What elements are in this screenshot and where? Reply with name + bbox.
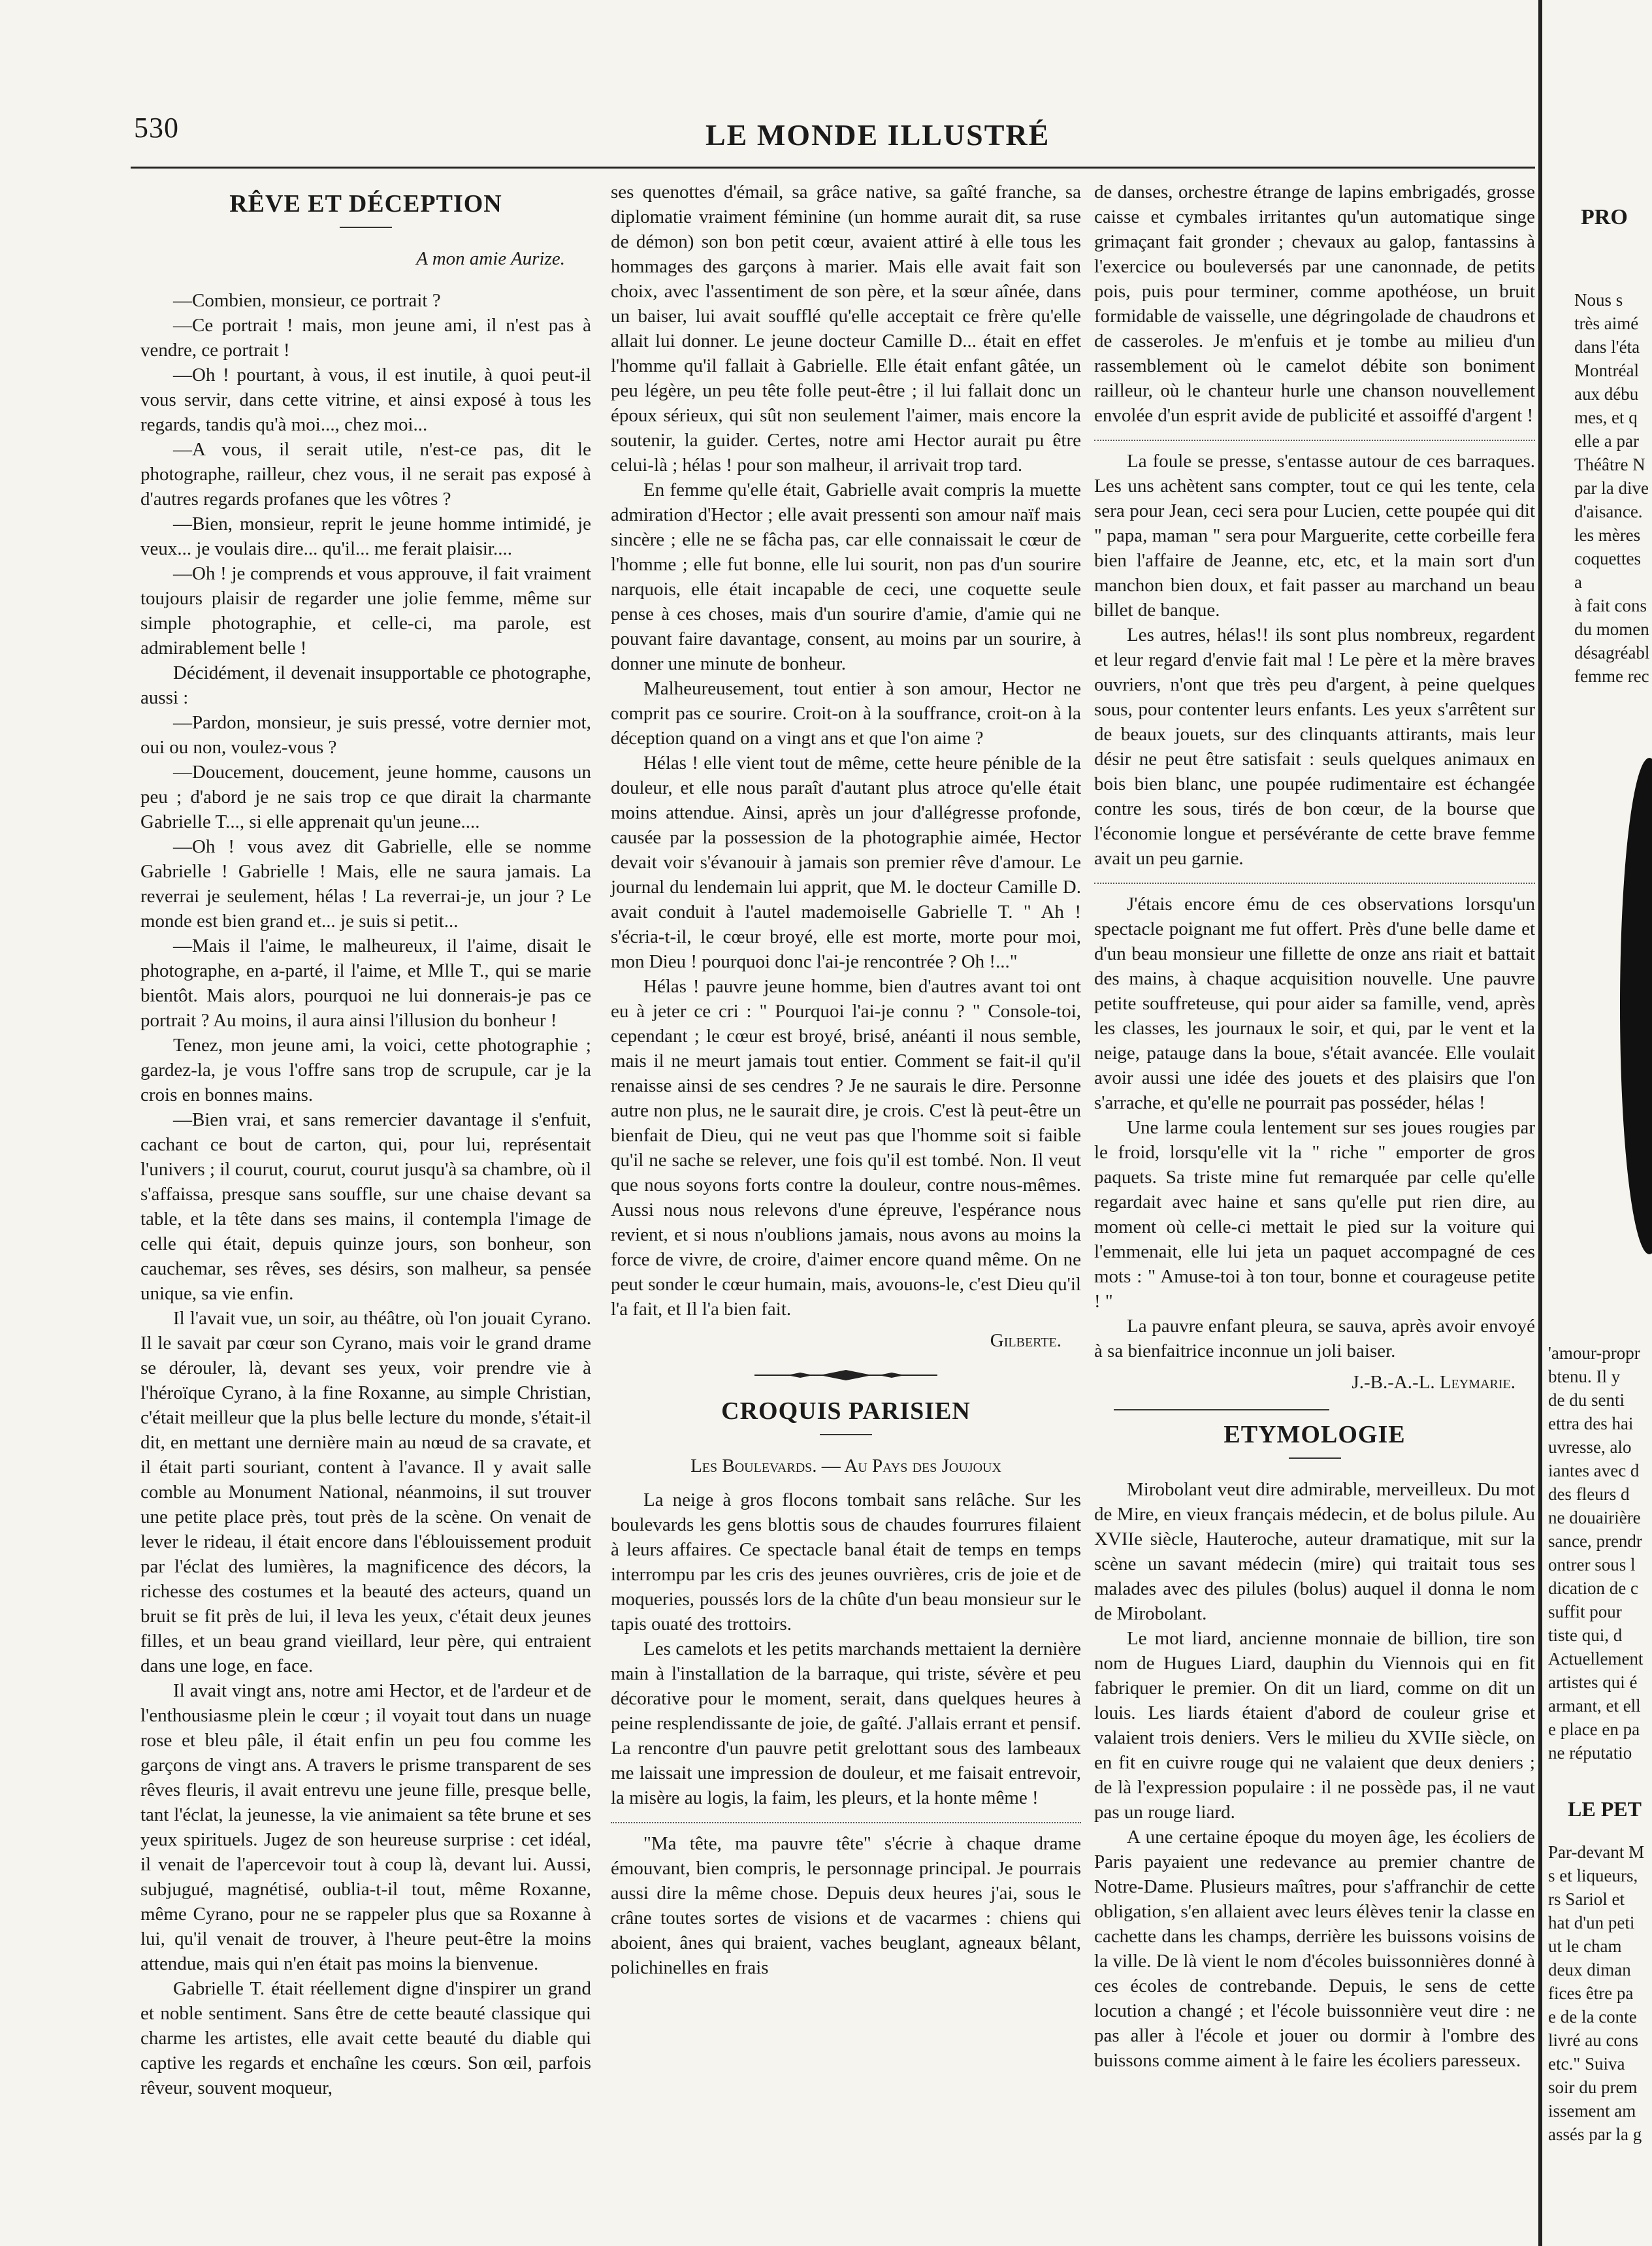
cut-line: ut le cham [1548,1936,1622,1956]
cut-line: Actuellement [1548,1649,1644,1668]
paragraph: —Ce portrait ! mais, mon jeune ami, il n'est pas à vendre, ce portrait ! [140,315,591,361]
cut-line: etc." Suiva [1548,2054,1625,2074]
cut-line: très aimé [1574,314,1639,333]
column-2 [611,180,1081,1980]
cut-line: du momen [1574,619,1649,639]
paragraph: de danses, orchestre étrange de lapins embrigadés, grosse caisse et cymbales irritantes qu'un automatique singe grimaçant fait gronder ; chevaux au galop, fantassins à l'exercice ou bouleversés par une canonnade, de petits pois, puis pour terminer, comme apothéose, un bruit formidable de vaisselle, une dégringolade de chaudrons et de casseroles. Je m'enfuis et je tombe au milieu d'un rassemblement où le camelot débite son boniment railleur, où le chanteur hurle une chanson nouvellement envolée d'un esprit avide de publicité et assoiffé d'argent ! [1094,182,1535,426]
cut-line: btenu. Il y [1548,1367,1621,1386]
cut-line: rs Sariol et [1548,1889,1625,1909]
cut-line: e place en pa [1548,1719,1640,1739]
cut-line: artistes qui é [1548,1672,1638,1692]
ornament-divider [611,1369,1081,1382]
cut-line: à fait cons [1574,596,1647,615]
cut-line: ontrer sous l [1548,1555,1636,1574]
cut-line: iantes avec d [1548,1461,1640,1480]
cut-line: coquettes a [1574,549,1641,592]
paragraph: —Oh ! vous avez dit Gabrielle, elle se nomme Gabrielle ! Gabrielle ! Mais, elle ne saura jamais. La reverrai je seulement, hélas ! La reverrai-je, un jour ? Le monde est bien grand et... je suis si petit... [140,836,591,932]
article-title-reve: RÊVE ET DÉCEPTION [229,190,502,218]
paragraph: Hélas ! pauvre jeune homme, bien d'autres avant toi ont eu à jeter ce cri : " Pourquoi l'ai-je connu ? " Console-toi, cependant ; le cœur est broyé, brisé, anéanti il nous semble, mais il ne meurt jamais tout entier. Comment se fait-il qu'il renaisse ainsi de ses cendres ? Je ne saurais le dire. Personne autre non plus, ne le saurait dire, je crois. C'est là peut-être un bienfait de Dieu, qui ne veut pas que l'homme soit si faible qu'il ne sache se relever, une fois qu'il est tombé. Non. Il veut que nous soyons forts contre la douleur, contre nous-mêmes. Aussi nous nous relevons d'une épreuve, l'espérance nous revient, et si nous n'oublions jamais, nous avons au moins la force de vivre, de croire, d'aimer encore quand même. On ne peut sonder le cœur humain, mais, avouons-le, c'est Dieu qu'il l'a fait, et Il l'a bien fait. [611,976,1081,1320]
cut-line: Montréal [1574,361,1639,380]
cut-line: assés par la g [1548,2124,1642,2144]
signature-gilberte: Gilberte. [990,1330,1061,1351]
paragraph: —Oh ! je comprends et vous approuve, il fait vraiment toujours plaisir de regarder une jolie femme, même sur simple photographie, et celle-ci, ma parole, est admirablement belle ! [140,563,591,659]
paragraph: —Mais il l'aime, le malheureux, il l'aime, disait le photographe, en a-parté, il l'aime, et Mlle T., qui se marie bientôt. Mais alors, pourquoi ne lui donnerais-je pas ce portrait ? Au moins, il aura ainsi l'illusion du bonheur ! [140,936,591,1031]
paragraph: "Ma tête, ma pauvre tête" s'écrie à chaque drame émouvant, bien compris, le personnage principal. Je pourrais aussi dire la même chose. Depuis deux heures j'ai, sous le crâne toutes sortes de visions et de vacarmes : chiens qui aboient, ânes qui braient, vaches beuglant, agneaux bêlant, polichinelles en frais [611,1833,1081,1978]
article-title-etymologie: ETYMOLOGIE [1223,1421,1406,1448]
paragraph: —Pardon, monsieur, je suis pressé, votre dernier mot, oui ou non, voulez-vous ? [140,712,591,758]
paragraph: Les autres, hélas!! ils sont plus nombreux, regardent et leur regard d'envie fait mal ! Le père et la mère braves ouvriers, n'ont que très peu d'argent, à peine quelques sous, pour contenter leurs enfants. Les yeux s'arrêtent sur de beaux jouets, sur des clinquants attirants, mais leur désir ne peut être satisfait : seuls quelques animaux en bois bien blanc, une poupée rudimentaire est échangée contre les sous, tirés de bon cœur, de la bourse que l'économie longue et persévérante de cette brave femme avait un peu garnie. [1094,625,1535,869]
paragraph: —Oh ! pourtant, à vous, il est inutile, à quoi peut-il vous servir, dans cette vitrine, et ainsi exposé à tous les regards, tandis qu'à moi..., chez moi... [140,365,591,435]
cut-line: livré au cons [1548,2030,1638,2050]
paragraph: —A vous, il serait utile, n'est-ce pas, dit le photographe, railleur, chez vous, il ne serait pas exposé à d'autres regards profanes que les vôtres ? [140,439,591,510]
article-subtitle: Les Boulevards. — Au Pays des Joujoux [690,1456,1001,1476]
dotted-separator [611,1822,1081,1823]
cut-line: deux diman [1548,1960,1631,1979]
cut-line: mes, et q [1574,408,1638,427]
column-1 [140,180,591,2100]
paragraph: A une certaine époque du moyen âge, les écoliers de Paris payaient une redevance au premier chantre de Notre-Dame. Plusieurs maîtres, pour s'affranchir de cette obligation, s'en allaient avec leurs élèves tenir la classe en cachette dans les champs, derrière les buissons voisins de la ville. De là vient le nom d'écoles buissonnières donné à ces écoles de contrebande. Depuis, le sens de cette locution a changé ; et l'école buissonnière veut dire : ne pas aller à l'école et jouer ou dormir à l'ombre des buissons comme aiment à le faire les écoliers paresseux. [1094,1827,1535,2071]
title-rule [820,1434,872,1435]
paragraph: Gabrielle T. était réellement digne d'inspirer un grand et noble sentiment. Sans être de cette beauté classique qui charme les artistes, elle avait cette beauté du diable qui captive les regards et enchaîne les cœurs. Son œil, parfois rêveur, souvent moqueur, [140,1978,591,2098]
cut-line: e de la conte [1548,2007,1637,2026]
paragraph: Mirobolant veut dire admirable, merveilleux. Du mot de Mire, en vieux français médecin, et de bolus pilule. Au XVIIe siècle, Hauteroche, auteur dramatique, mit sur la scène un savant médecin (mire) qui traitait tous ses malades avec des pilules (bolus) auquel il donna le nom de Mirobolant. [1094,1479,1535,1624]
cut-line: elle a par [1574,431,1639,451]
cut-title-le-pet: LE PET [1568,1797,1642,1821]
cut-line: uvresse, alo [1548,1437,1632,1457]
paragraph: Il l'avait vue, un soir, au théâtre, où l'on jouait Cyrano. Il le savait par cœur son Cyrano, mais voir le grand drame se dérouler, là, devant ses yeux, voir prendre vie à l'héroïque Cyrano, à la fine Roxanne, au simple Christian, c'était meilleur que la plus belle lecture du monde, s'était-il dit, en mettant une dernière main au nœud de sa cravate, et il était parti souriant, content à l'avance. Il y avait salle comble au Monument National, néanmoins, il sut trouver une petite place près, tout près de la scène. On venait de lever le rideau, il était encore dans l'éblouissement produit par l'éclat des lumières, la magnificence des décors, la richesse des costumes et la beauté des acteurs, quand un bruit se fit près de lui, il leva les yeux, c'était deux jeunes filles, et un beau grand vieillard, leur père, qui entraient dans une loge, en face. [140,1308,591,1676]
top-rule [131,167,1535,169]
signature-leymarie: J.-B.-A.-L. Leymarie. [1352,1372,1515,1393]
paragraph: En femme qu'elle était, Gabrielle avait compris la muette admiration d'Hector ; elle avait pressenti son amour naïf mais sincère ; elle ne se fâcha pas, car elle connaissait le cœur de l'homme ; elle fut bonne, elle lui sourit, non pas d'un sourire narquois, elle était incapable de ceci, une coquette seule pense à ces choses, mais d'un sourire d'amie, d'amie qui ne pouvant faire davantage, consent, au moins par un sourire, à donner une minute de bonheur. [611,480,1081,674]
cut-line: de du senti [1548,1390,1625,1410]
cut-line: des fleurs d [1548,1484,1630,1504]
cut-line: Théâtre N [1574,455,1645,474]
cut-line: s et liqueurs, [1548,1866,1638,1885]
cut-line: les mères [1574,525,1641,545]
paragraph: Décidément, il devenait insupportable ce photographe, aussi : [140,662,591,708]
cut-line: dication de c [1548,1578,1638,1598]
section-rule [1114,1409,1329,1410]
cut-line: ettra des hai [1548,1414,1634,1433]
cut-line: par la dive [1574,478,1649,498]
cut-line: d'aisance. [1574,502,1643,521]
paragraph: Hélas ! elle vient tout de même, cette heure pénible de la douleur, et elle nous paraît d'autant plus atroce qu'elle était moins attendue. Ainsi, après un jour d'allégresse profonde, causée par la possession de la photographie aimée, Hector devait voir s'évanouir à jamais son premier rêve d'amour. Le journal du lendemain lui apprit, que M. le docteur Camille D. avait conduit à l'autel mademoiselle Gabrielle T. " Ah ! s'écria-t-il, le cœur broyé, elle est morte, morte pour moi, mon Dieu ! pourquoi donc l'ai-je rencontrée ? Oh !..." [611,753,1081,972]
cut-line: désagréabl [1574,643,1650,662]
paragraph: Tenez, mon jeune ami, la voici, cette photographie ; gardez-la, je vous l'offre sans trop de scrupule, car je la crois en bonnes mains. [140,1035,591,1105]
paragraph: La foule se presse, s'entasse autour de ces barraques. Les uns achètent sans compter, tout ce qui les tente, cela sera pour Jean, ceci sera pour Lucien, cette poupée qui dit " papa, maman " sera pour Marguerite, cette corbeille fera bien l'affaire de Jeanne, etc, etc, et la main sort d'un manchon bien doux, et fait passer au marchand un beau billet de banque. [1094,451,1535,621]
cut-lines-c [1548,1840,1652,2146]
title-rule [1289,1457,1341,1459]
paragraph: —Doucement, doucement, jeune homme, causons un peu ; d'abord je ne sais trop ce que dirait la charmante Gabrielle T..., si elle apprenait qu'un jeune.... [140,762,591,832]
page-fold-line [1538,0,1542,2246]
cut-line: Par-devant M [1548,1842,1645,1862]
paragraph: Les camelots et les petits marchands mettaient la dernière main à l'installation de la barraque, qui triste, sévère et peu décorative pour le moment, serait, dans quelques heures à peine resplendissante de joie, de gaîté. J'allais errant et pensif. La rencontre d'un pauvre petit grelottant sous des lambeaux me laissait une impression de douleur, et me faisait entrevoir, la misère au logis, la faim, les pleurs, et la honte même ! [611,1638,1081,1808]
paragraph: —Bien vrai, et sans remercier davantage il s'enfuit, cachant ce bout de carton, qui, pour lui, représentait l'univers ; il courut, courut, courut jusqu'à sa chambre, où il s'affaissa, presque sans souffle, sur une chaise devant sa table, et la tête dans ses mains, il contempla l'image de celle qui était, depuis quinze jours, son bonheur, son cauchemar, ses rêves, ses désirs, son malheur, sa pensée unique, sa vie enfin. [140,1109,591,1304]
cut-title-pro: PRO [1581,205,1628,229]
dotted-separator [1094,883,1535,884]
cut-line: ne réputatio [1548,1743,1632,1763]
dotted-separator [1094,440,1535,441]
cut-lines-a [1574,288,1652,688]
paragraph: Malheureusement, tout entier à son amour, Hector ne comprit pas ce sourire. Croit-on à la souffrance, croit-on à la déception quand on a vingt ans et que l'on aime ? [611,678,1081,749]
cut-line: dans l'éta [1574,337,1640,357]
cut-line: hat d'un peti [1548,1913,1635,1932]
cut-line: femme rec [1574,666,1649,686]
paragraph: Une larme coula lentement sur ses joues rougies par le froid, lorsqu'elle vit la " riche " emporter de gros paquets. Sa triste mine fut remarquée par celle qu'elle regardait avec haine et sans qu'elle put rien dire, au moment où celle-ci mettait le pied sur la voiture qui l'emmenait, elle lui jeta un paquet accompagné de ces mots : " Amuse-toi à ton tour, bonne et courageuse petite ! " [1094,1117,1535,1312]
cut-line: soir du prem [1548,2077,1638,2097]
article-title-croquis: CROQUIS PARISIEN [721,1397,971,1425]
cut-line: 'amour-propr [1548,1343,1640,1363]
cut-line: aux débu [1574,384,1639,404]
cut-line: armant, et ell [1548,1696,1641,1716]
paragraph: Le mot liard, ancienne monnaie de billion, tire son nom de Hugues Liard, dauphin du Viennois qui en fit fabriquer le premier. On dit un liard, comme on dit un louis. Les liards étaient d'abord de couleur grise et valaient trois deniers. Vers le milieu du XVIIe siècle, on en fit en cuivre rouge qui ne valaient que deux deniers ; de là l'expression populaire : il ne possède pas, il ne vaut pas un rouge liard. [1094,1628,1535,1823]
cut-line: sance, prendr [1548,1531,1642,1551]
paragraph: La pauvre enfant pleura, se sauva, après avoir envoyé à sa bienfaitrice inconnue un joli baiser. [1094,1316,1535,1361]
dedication: A mon amie Aurize. [416,248,565,269]
cut-line: tiste qui, d [1548,1625,1623,1645]
cut-line: issement am [1548,2101,1636,2121]
masthead: LE MONDE ILLUSTRÉ [705,118,1050,152]
cut-line: fices être pa [1548,1983,1634,2003]
cut-line: suffit pour [1548,1602,1622,1621]
paragraph: Il avait vingt ans, notre ami Hector, et de l'ardeur et de l'enthousiasme plein le cœur ; il voyait tout dans un nuage rose et bleu pâle, il était enfin un peu fou comme les garçons de vingt ans. A travers le prisme transparent de ses rêves fleuris, il avait entrevu une jeune fille, presque belle, tant l'éclat, la jeunesse, la vie animaient sa tête brune et ses yeux spirituels. Jugez de son heureuse surprise : cet idéal, il venait de l'apercevoir tout à coup là, devant lui. Aussi, subjugué, magnétisé, oublia-t-il tout, même Roxanne, même Cyrano, pour ne se rappeler plus que sa Roxanne à lui, qu'il venait de trouver, à l'heure peut-être la moins attendue, mais qui n'en était pas moins la bienvenue. [140,1680,591,1974]
paragraph: J'étais encore ému de ces observations lorsqu'un spectacle poignant me fut offert. Près d'une belle dame et d'un beau monsieur une fillette de onze ans riait et battait des mains, à chaque acquisition nouvelle. Une pauvre petite souffreteuse, qui pour aider sa famille, vend, après les classes, les journaux le soir, et qui, par le vent et la neige, patauge dans la boue, s'était avancée. Elle voulait avoir aussi une idée des jouets et des plaisirs que l'on s'arrache, et qu'elle ne pourrait pas posséder, hélas ! [1094,894,1535,1113]
cut-line: Nous s [1574,290,1623,310]
cut-lines-b [1548,1341,1652,1765]
paragraph: La neige à gros flocons tombait sans relâche. Sur les boulevards les gens blottis sous de chaudes fourrures filaient à leurs affaires. Ce spectacle banal était de temps en temps interrompu par les cris des jeunes ouvrières, cris de joie et de moqueries, poussés lors de la chûte d'un beau monsieur sur le tapis ouaté des trottoirs. [611,1489,1081,1635]
paragraph: —Bien, monsieur, reprit le jeune homme intimidé, je veux... je voulais dire... qu'il... me ferait plaisir.... [140,513,591,559]
paragraph: —Combien, monsieur, ce portrait ? [173,290,441,311]
paragraph: ses quenottes d'émail, sa grâce native, sa gaîté franche, sa diplomatie vraiment féminine (un homme aurait dit, sa ruse de démon) son bon petit cœur, avaient attiré à elle tous les hommages des garçons à marier. Mais elle avait fait son choix, avec l'assentiment de son père, et la sœur aînée, dans un baiser, lui avait soufflé qu'elle acceptait ce frère qu'elle allait lui donner. Le jeune docteur Camille D... était en effet l'homme qu'il fallait à Gabrielle. Elle était enfant gâtée, un peu légère, un peu tête folle peut-être ; il lui fallait donc un époux sérieux, qui sût non seulement l'aimer, mais encore la soutenir, la guider. Certes, notre ami Hector aurait pu être celui-là ; hélas ! pour son malheur, il arrivait trop tard. [611,182,1081,476]
column-3 [1094,180,1535,2073]
page-number: 530 [134,112,179,144]
title-rule [340,227,392,228]
cut-line: ne douairière [1548,1508,1641,1527]
